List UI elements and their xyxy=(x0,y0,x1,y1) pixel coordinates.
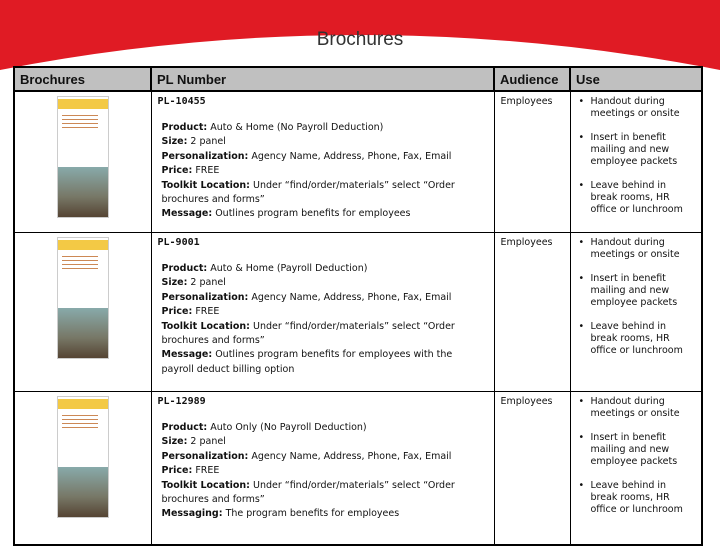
use-item: • Leave behind in break rooms, HR office or lunchroom xyxy=(587,180,696,216)
info-value: 2 panel xyxy=(190,136,226,148)
info-label: Message: xyxy=(161,349,213,361)
details-cell xyxy=(151,392,494,546)
info-label: Personalization: xyxy=(161,150,249,162)
info-label: Toolkit Location: xyxy=(161,179,250,191)
col-use: Use xyxy=(570,67,702,91)
info-label: Personalization: xyxy=(161,291,249,303)
use-item: • Insert in benefit mailing and new employee packets xyxy=(587,132,696,168)
brochure-cell xyxy=(14,233,151,392)
col-audience: Audience xyxy=(494,67,570,91)
table-row xyxy=(14,91,702,233)
brochure-thumbnail[interactable] xyxy=(57,396,109,518)
info-value: Under “find/order/materials” select “Order brochures and forms” xyxy=(161,179,455,206)
use-item: • Handout during meetings or onsite xyxy=(587,96,696,120)
audience-cell: Employees xyxy=(494,392,570,546)
info-product xyxy=(158,121,488,135)
info-value: The program benefits for employees xyxy=(225,508,400,520)
info-value: Under “find/order/materials” select “Order brochures and forms” xyxy=(161,320,455,347)
info-label: Product: xyxy=(161,122,208,133)
audience-cell: Employees xyxy=(494,91,570,233)
info-value: 2 panel xyxy=(190,436,226,448)
info-price xyxy=(158,464,488,478)
use-item: • Insert in benefit mailing and new employee packets xyxy=(587,273,696,309)
info-label: Toolkit Location: xyxy=(161,320,250,332)
brochure-thumbnail[interactable] xyxy=(57,237,109,359)
info-label: Product: xyxy=(161,422,208,433)
info-value: Auto & Home (Payroll Deduction) xyxy=(210,263,368,274)
use-item: • Leave behind in break rooms, HR office or lunchroom xyxy=(587,321,696,357)
brochures-table xyxy=(13,66,703,546)
info-value: Agency Name, Address, Phone, Fax, Email xyxy=(251,450,452,462)
use-item: • Handout during meetings or onsite xyxy=(587,237,696,261)
use-item: • Handout during meetings or onsite xyxy=(587,396,696,420)
col-pl-number: PL Number xyxy=(151,67,494,91)
info-label: Messaging: xyxy=(161,508,223,520)
audience-cell: Employees xyxy=(494,233,570,392)
info-value: Agency Name, Address, Phone, Fax, Email xyxy=(251,291,452,303)
info-message xyxy=(158,507,488,521)
pl-number: PL-12989 xyxy=(157,396,206,407)
info-toolkit xyxy=(158,179,488,208)
info-toolkit xyxy=(158,320,488,349)
use-item: • Insert in benefit mailing and new employee packets xyxy=(587,432,696,468)
info-label: Personalization: xyxy=(161,450,249,462)
info-product xyxy=(158,421,488,435)
info-label: Toolkit Location: xyxy=(161,479,250,491)
use-cell xyxy=(570,233,702,392)
info-value: 2 panel xyxy=(190,277,226,289)
info-message xyxy=(158,207,488,221)
info-value: Outlines program benefits for employees xyxy=(215,208,411,220)
pl-number: PL-10455 xyxy=(157,96,206,107)
info-value: Auto Only (No Payroll Deduction) xyxy=(210,422,367,433)
page-title: Brochures xyxy=(316,29,404,50)
info-value: FREE xyxy=(195,465,220,477)
use-cell xyxy=(570,392,702,546)
info-value: Outlines program benefits for employees with the payroll deduct billing option xyxy=(161,349,453,375)
info-size xyxy=(158,276,488,290)
info-value: Auto & Home (No Payroll Deduction) xyxy=(210,122,384,133)
info-value: FREE xyxy=(195,165,220,177)
table-row xyxy=(14,392,702,546)
brochure-thumbnail[interactable] xyxy=(57,96,109,218)
brochure-cell xyxy=(14,91,151,233)
info-personalization xyxy=(158,150,488,164)
info-label: Size: xyxy=(161,277,188,289)
info-label: Price: xyxy=(161,465,193,477)
use-cell xyxy=(570,91,702,233)
use-item: • Leave behind in break rooms, HR office or lunchroom xyxy=(587,480,696,516)
info-toolkit xyxy=(158,479,488,508)
info-label: Price: xyxy=(161,165,193,177)
info-value: Agency Name, Address, Phone, Fax, Email xyxy=(251,150,452,162)
pl-number: PL-9001 xyxy=(157,237,200,248)
info-label: Size: xyxy=(161,436,188,448)
info-product xyxy=(158,262,488,276)
info-personalization xyxy=(158,450,488,464)
info-price xyxy=(158,305,488,319)
info-personalization xyxy=(158,291,488,305)
details-cell xyxy=(151,233,494,392)
info-size xyxy=(158,435,488,449)
info-value: Under “find/order/materials” select “Order brochures and forms” xyxy=(161,479,455,506)
info-message xyxy=(158,348,488,377)
info-price xyxy=(158,164,488,178)
brochure-cell xyxy=(14,392,151,546)
info-label: Message: xyxy=(161,208,213,220)
details-cell xyxy=(151,91,494,233)
col-brochures: Brochures xyxy=(14,67,151,91)
table-row xyxy=(14,233,702,392)
info-value: FREE xyxy=(195,306,220,318)
info-label: Price: xyxy=(161,306,193,318)
info-size xyxy=(158,135,488,149)
info-label: Product: xyxy=(161,263,208,274)
info-label: Size: xyxy=(161,136,188,148)
